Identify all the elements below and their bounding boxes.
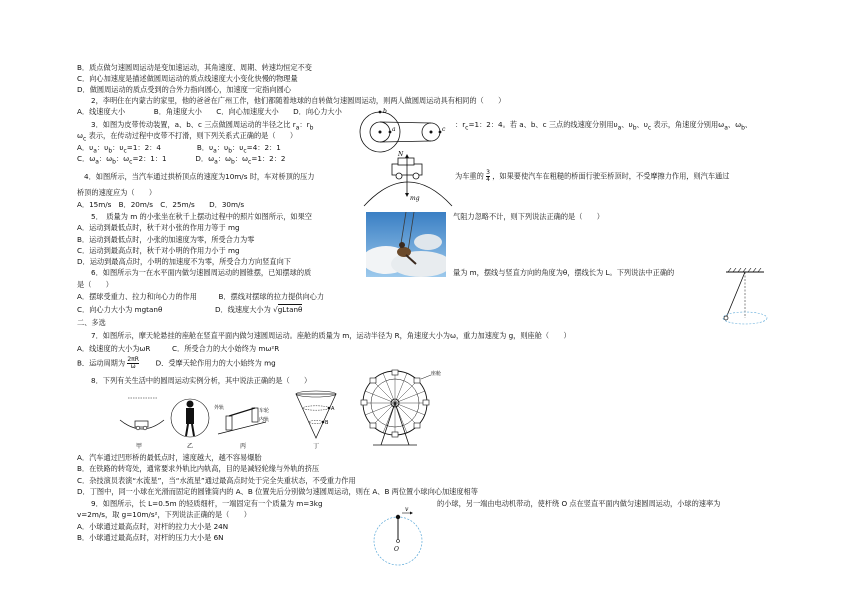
q3-options-ab: A．$\upsilon_a$：$\upsilon_b$：$\upsilon_c=1$：2：4 B．$\upsilon_a$：$\upsilon_b$：$\upsilon_c=4$：2：1 xyxy=(77,143,281,155)
q1-option-d: D．做圆周运动的质点受到的合外力指向圆心，加速度一定指向圆心 xyxy=(77,85,291,94)
q8-examples-figure xyxy=(118,390,340,452)
label-yi: 乙 xyxy=(187,443,194,450)
q5-option-b: B．运动到最低点时，小张的加速度为零，所受合力为零 xyxy=(77,235,255,244)
label-cabin: 座舱 xyxy=(431,371,442,377)
swing-photo xyxy=(366,212,446,277)
q4-stem-part1: 4．如图所示，当汽车通过拱桥顶点的速度为10m/s 时，车对桥顶的压力 xyxy=(84,172,315,181)
label-jia: 甲 xyxy=(136,443,143,450)
q1-option-b: B．质点做匀速圆周运动是变加速运动，其角速度、周期、转速均恒定不变 xyxy=(77,63,312,72)
label-point-b: B xyxy=(325,420,329,426)
q3-stem-part1: 3．如图为皮带传动装置，a、b、c 三点做圆周运动的半径之比 $r_a$：$r_b$ xyxy=(91,120,314,132)
section-multi-choice: 二、多选 xyxy=(77,318,106,327)
fraction-three-quarters: $\frac{3}{4}$ xyxy=(486,169,490,183)
conical-pendulum-figure xyxy=(712,268,772,330)
label-inner-rail: 内轨 xyxy=(259,417,270,423)
q5-stem-part2: 气阻力忽略不计，则下列说法正确的是（ ） xyxy=(453,212,604,221)
q9-option-a: A．小球通过最高点时，对杆的拉力大小是 24N xyxy=(77,522,229,531)
q4-options: A．15m/s B．20m/s C．25m/s D．30m/s xyxy=(77,200,245,209)
ferris-wheel-figure xyxy=(355,365,445,451)
label-wheel: 车轮 xyxy=(259,408,270,414)
q3-options-cd: C．$\omega_a$：$\omega_b$：$\omega_c=2$：1：1 D．$\omega_a$：$\omega_b$：$\omega_c=1$：2：2 xyxy=(77,154,286,166)
q6-stem-part2: 量为 m，摆线与竖直方向的角度为θ，摆线长为 L。下列说法中正确的 xyxy=(453,268,675,277)
label-b: b xyxy=(383,108,387,115)
q7-options-bd: B．运动周期为 $\frac{2\pi R}{\omega}$ D．受摩天轮作用力的大小始终为 mg xyxy=(77,356,276,370)
label-bing: 丙 xyxy=(240,443,247,450)
q9-option-b: B．小球通过最高点时，对杆的压力大小是 6N xyxy=(77,533,224,542)
q2-stem: 2，李明住在内蒙古的家里，他的爸爸在广州工作，他们都随着地球的自转做匀速圆周运动，则两人做圆周运动具有相同的（ ） xyxy=(91,96,506,105)
q6-options-ab: A．摆球受重力、拉力和向心力的作用 B．摆线对摆球的拉力提供向心力 xyxy=(77,292,325,301)
label-ding: 丁 xyxy=(313,443,320,450)
q3-stem-part3: $\omega_c$ 表示，在传动过程中皮带不打滑，则下列关系式正确的是（ ） xyxy=(77,131,298,143)
q9-stem-part2: 的小球，另一端由电动机带动，使杆绕 O 点在竖直平面内做匀速圆周运动，小球的速率为 xyxy=(437,499,721,508)
q8-option-d: D．丁图中，同一小球在光滑而固定的圆锥筒内的 A、B 位置先后分别做匀速圆周运动，则在 A、B 两位置小球向心加速度相等 xyxy=(77,487,478,496)
label-n: N xyxy=(398,151,404,158)
label-a: a xyxy=(392,126,396,133)
q9-stem-part3: v=2m/s，取 g=10m/s²，下列说法正确的是（ ） xyxy=(77,510,251,519)
label-mg: mg xyxy=(410,195,420,202)
rod-circle-figure xyxy=(372,505,428,569)
q4-stem-part2: 为车重的 $\frac{3}{4}$ ，如果要使汽车在粗糙的桥面行驶至桥顶时，不受摩擦力作用，则汽车通过 xyxy=(455,169,730,183)
q7-options-ac: A．线速度的大小为ωR C．所受合力的大小始终为 mω²R xyxy=(77,344,280,353)
q6-stem-part1: 6．如图所示为一在水平面内做匀速圆周运动的圆锥摆，已知摆球的质 xyxy=(91,268,312,277)
q5-option-d: D．运动到最高点时，小明的加速度不为零，所受合力方向竖直向下 xyxy=(77,257,291,266)
q8-option-a: A．汽车通过凹形桥的最低点时，速度越大，越不容易爆胎 xyxy=(77,453,262,462)
q4-stem-part3: 桥顶的速度应为（ ） xyxy=(77,188,157,197)
q5-option-c: C．运动到最高点时，秋千对小明的作用力小于 mg xyxy=(77,246,240,255)
car-on-bridge-figure xyxy=(362,150,454,208)
belt-drive-figure xyxy=(345,105,453,155)
q6-options-cd: C．向心力大小为 mgtanθ D．线速度大小为 √gLtanθ xyxy=(77,305,303,314)
label-o: O xyxy=(394,546,399,553)
q9-stem-part1: 9．如图所示，长 L=0.5m 的轻质细杆，一端固定有一个质量为 m=3kg xyxy=(91,499,323,508)
q7-stem: 7．如图所示，摩天轮悬挂的座舱在竖直平面内做匀速圆周运动。座舱的质量为 m，运动半径为 R，角速度大小为ω，重力加速度为 g，则座舱（ ） xyxy=(91,331,571,340)
q1-option-c: C．向心加速度是描述做圆周运动的质点线速度大小变化快慢的物理量 xyxy=(77,74,298,83)
label-v: v xyxy=(405,506,409,513)
fraction-period: $\frac{2\pi R}{\omega}$ xyxy=(127,356,139,370)
q8-stem: 8．下列有关生活中的圆周运动实例分析，其中说法正确的是（ ） xyxy=(91,376,312,385)
label-outer-rail: 外轨 xyxy=(214,405,225,411)
q5-stem-part1: 5． 质量为 m 的小张坐在秋千上摆动过程中的照片如图所示，如果空 xyxy=(91,212,312,221)
q3-stem-part2: ：$r_c=1$：2：4。若 a、b、c 三点的线速度分别用$\upsilon_a$、$\upsilon_b$、$\upsilon_c$ 表示，角速度分别用$\omega_a$、$\omega_b$、 xyxy=(455,120,753,132)
label-c: c xyxy=(442,126,446,133)
q6-stem-part3: 是（ ） xyxy=(77,280,113,289)
q8-option-c: C．杂技演员表演“水流星”，当“水流星”通过最高点时处于完全失重状态，不受重力作用 xyxy=(77,476,356,485)
label-point-a: A xyxy=(331,406,335,412)
q2-options: A．线速度大小 B．角速度大小 C．向心加速度大小 D．向心力大小 xyxy=(77,107,342,116)
q5-option-a: A．运动到最低点时，秋千对小张的作用力等于 mg xyxy=(77,223,240,232)
q8-option-b: B．在铁路的转弯处，通常要求外轨比内轨高，目的是减轻轮缘与外轨的挤压 xyxy=(77,464,320,473)
